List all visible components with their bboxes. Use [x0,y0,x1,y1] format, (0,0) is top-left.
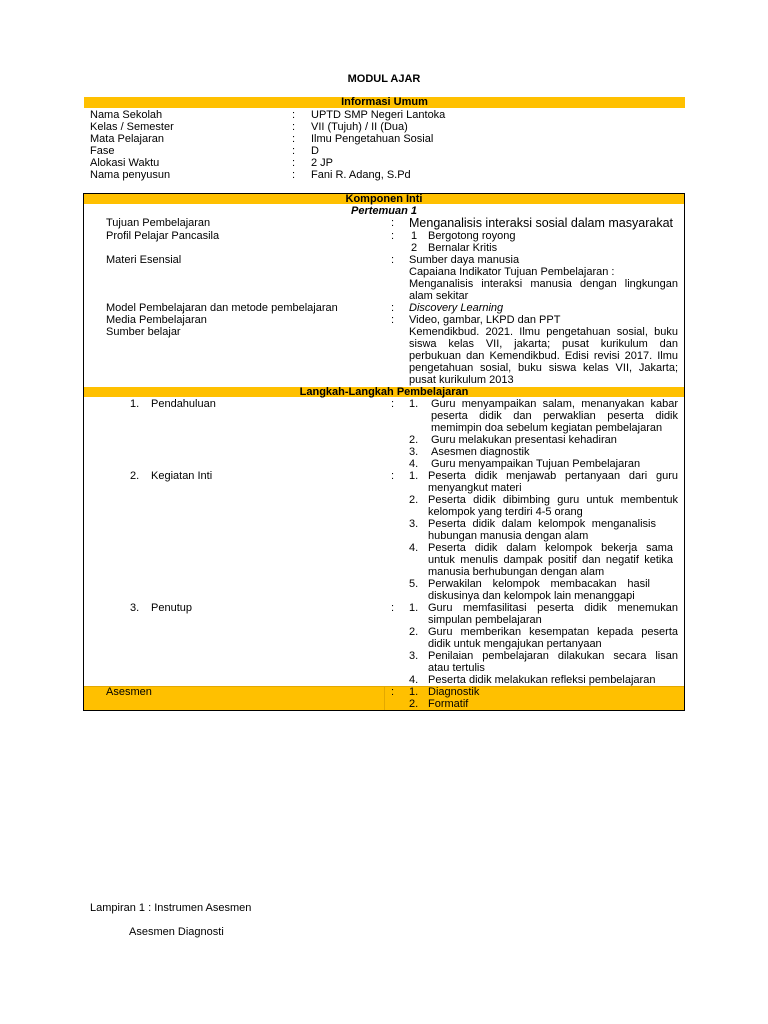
lampiran-subtitle: Asesmen Diagnosti [129,926,224,938]
colon-separator: : [391,314,395,326]
info-value-mapel: Ilmu Pengetahuan Sosial [311,133,434,145]
info-umum-header: Informasi Umum [341,96,428,108]
info-label-nama-sekolah: Nama Sekolah [90,109,163,121]
info-value-alokasi: 2 JP [311,157,334,169]
inti-item: Peserta didik dibimbing guru untuk membentuk kelompok yang terdiri 4-5 orang [428,494,678,518]
box-border-left [83,193,84,711]
step-item-num: 2. [409,434,419,446]
inti-item: Peserta didik menjawab pertanyaan dari guru menyangkut materi [428,470,678,494]
step-num: 3. [130,602,140,614]
step-label-inti: Kegiatan Inti [151,470,213,482]
penutup-item: Penilaian pembelajaran dilakukan secara lisan atau tertulis [428,650,678,674]
info-sep: : [292,145,296,157]
document-title: MODUL AJAR [347,73,421,85]
asesmen-cell-divider [384,686,385,710]
step-label-penutup: Penutup [151,602,192,614]
tujuan-label: Tujuan Pembelajaran [106,217,211,229]
profil-label: Profil Pelajar Pancasila [106,230,220,242]
info-label-fase: Fase [90,145,115,157]
materi-label: Materi Esensial [106,254,182,266]
info-sep: : [292,157,296,169]
materi-value: Sumber daya manusia [409,254,520,266]
capaian-title: Capaiana Indikator Tujuan Pembelajaran : [409,266,615,278]
lampiran-title: Lampiran 1 : Instrumen Asesmen [90,902,252,914]
colon-separator: : [391,230,395,242]
pertemuan-subheader: Pertemuan 1 [350,205,418,217]
pendahuluan-item: Asesmen diagnostik [431,446,530,458]
capaian-text: Menganalisis interaksi manusia dengan lingkungan alam sekitar [409,278,678,302]
info-value-penyusun: Fani R. Adang, S.Pd [311,169,411,181]
step-item-num: 4. [409,458,419,470]
komponen-inti-header: Komponen Inti [345,193,423,205]
profil-item-num: 2 [411,242,418,254]
info-label-alokasi: Alokasi Waktu [90,157,160,169]
asesmen-item-num: 2. [409,698,419,710]
inti-item: Perwakilan kelompok membacakan hasil diskusinya dan kelompok lain menanggapi [428,578,650,602]
step-item-num: 2. [409,494,419,506]
sumber-label: Sumber belajar [106,326,181,338]
step-item-num: 1. [409,398,419,410]
step-num: 2. [130,470,140,482]
asesmen-item: Formatif [428,698,469,710]
step-item-num: 1. [409,602,419,614]
penutup-item: Guru memfasilitasi peserta didik menemukan simpulan pembelajaran [428,602,678,626]
info-label-mapel: Mata Pelajaran [90,133,164,145]
colon-separator: : [391,217,395,229]
sumber-value: Kemendikbud. 2021. Ilmu pengetahuan sosial, buku siswa kelas VII, jakarta; pusat kurikulum dan perbukuan dan Kemendikbud. Edisi revisi 2017. Ilmu pengetahuan sosial, buku siswa kelas VII, Jakarta; pusat kurikulum 2013 [409,326,678,386]
step-item-num: 3. [409,650,419,662]
info-sep: : [292,169,296,181]
asesmen-label: Asesmen [106,686,152,698]
step-item-num: 4. [409,674,419,686]
box-border-right [684,193,685,711]
media-value: Video, gambar, LKPD dan PPT [409,314,561,326]
step-item-num: 2. [409,626,419,638]
colon-separator: : [391,254,395,266]
info-label-kelas: Kelas / Semester [90,121,174,133]
colon-separator: : [391,686,395,698]
box-border-bottom [83,710,685,711]
colon-separator: : [391,602,395,614]
info-value-nama-sekolah: UPTD SMP Negeri Lantoka [311,109,446,121]
step-item-num: 3. [409,446,419,458]
colon-separator: : [391,470,395,482]
colon-separator: : [391,398,395,410]
colon-separator: : [391,302,395,314]
profil-item: Bernalar Kritis [428,242,498,254]
tujuan-value: Menganalisis interaksi sosial dalam masyarakat [409,216,674,230]
profil-item: Bergotong royong [428,230,516,242]
asesmen-item-num: 1. [409,686,419,698]
asesmen-item: Diagnostik [428,686,480,698]
pendahuluan-item: Guru melakukan presentasi kehadiran [431,434,617,446]
step-item-num: 5. [409,578,419,590]
info-sep: : [292,121,296,133]
step-num: 1. [130,398,140,410]
model-value: Discovery Learning [409,302,504,314]
inti-item: Peserta didik dalam kelompok menganalisis hubungan manusia dengan alam [428,518,656,542]
langkah-header: Langkah-Langkah Pembelajaran [299,386,469,398]
info-sep: : [292,109,296,121]
info-value-kelas: VII (Tujuh) / II (Dua) [311,121,408,133]
media-label: Media Pembelajaran [106,314,207,326]
step-item-num: 1. [409,470,419,482]
step-label-pendahuluan: Pendahuluan [151,398,216,410]
profil-item-num: 1 [411,230,418,242]
step-item-num: 4. [409,542,419,554]
info-label-penyusun: Nama penyusun [90,169,171,181]
penutup-item: Guru memberikan kesempatan kepada peserta didik untuk mengajukan pertanyaan [428,626,678,650]
info-value-fase: D [311,145,319,157]
model-label: Model Pembelajaran dan metode pembelajaran [106,302,338,314]
info-sep: : [292,133,296,145]
pendahuluan-item: Guru menyampaikan Tujuan Pembelajaran [431,458,641,470]
pendahuluan-item: Guru menyampaikan salam, menanyakan kabar peserta didik dan perwaklian peserta didik memimpin doa sebelum kegiatan pembelajaran [431,398,678,434]
step-item-num: 3. [409,518,419,530]
penutup-item: Peserta didik melakukan refleksi pembelajaran [428,674,656,686]
inti-item: Peserta didik dalam kelompok bekerja sama untuk menulis dampak positif dan negatif ketika manusia berhubungan dengan alam [428,542,673,578]
